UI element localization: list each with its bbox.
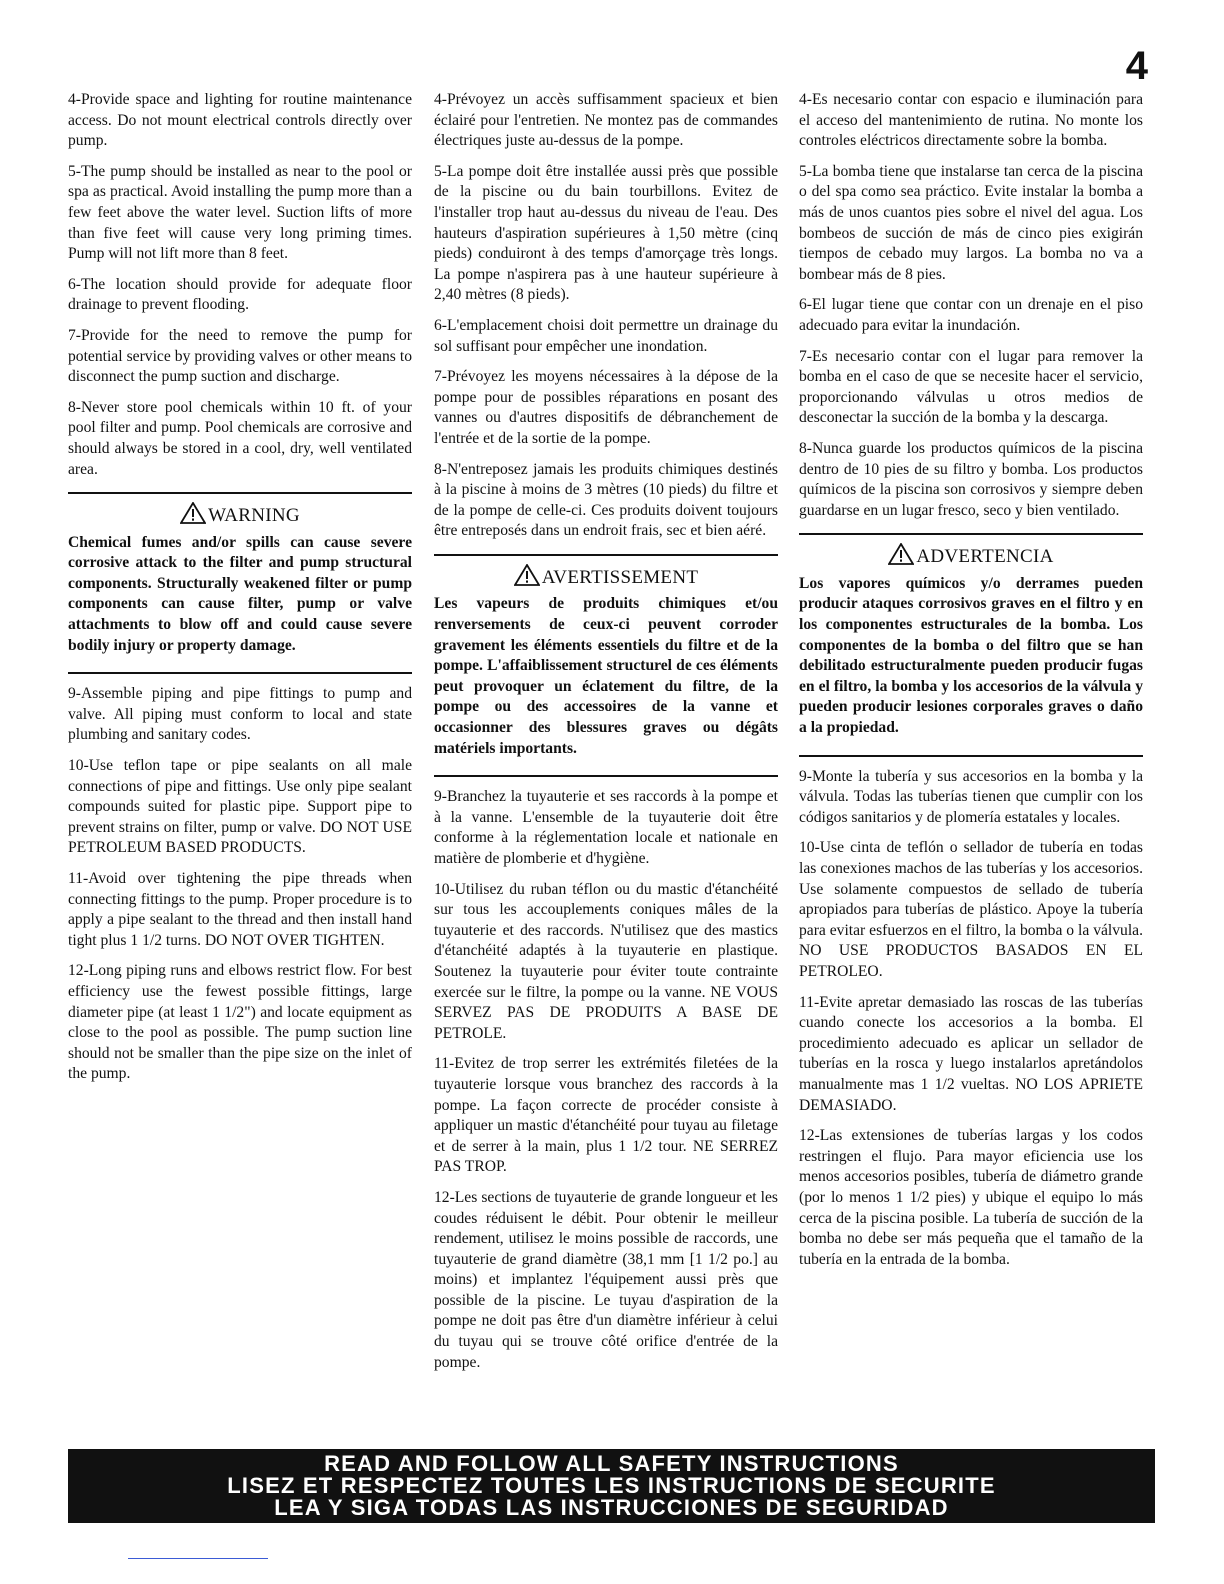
warning-box <box>434 554 778 777</box>
warning-text: Les vapeurs de produits chimiques et/ou renversements de ceux-ci peuvent corroder gravement les éléments essentiels du filtre et de la pompe. L'affaiblissement structurel de ces éléments peut provoquer un éclatement du filtre, de la pompe ou des accessoires de la vanne et occasionner des blessures graves ou dégâts matériels importants. <box>434 595 778 757</box>
warning-title: ADVERTENCIA <box>916 546 1054 568</box>
paragraph: 10-Utilisez du ruban téflon ou du mastic d'étanchéité sur tous les accouplements coniques mâles de la tuyauterie et des raccords. N'utilisez que des mastics d'étanchéité adaptés à la tuyauterie en plastique. Soutenez la tuyauterie pour éviter toute contrainte exercée sur le filtre, la pompe ou la vanne. NE VOUS SERVEZ PAS DE PRODUITS A BASE DE PETROLE. <box>434 880 778 1042</box>
paragraph: 11-Evite apretar demasiado las roscas de las tuberías cuando conecte los accesorios a la bomba. El procedimiento adecuado es aplicar un sellador de tuberías en la rosca y luego instalarlos apretándolos manualmente mas 1 1/2 vueltas. NO LOS APRIETE DEMASIADO. <box>799 993 1143 1114</box>
paragraph: 6-L'emplacement choisi doit permettre un drainage du sol suffisant pour empêcher une inondation. <box>434 316 778 355</box>
paragraph: 9-Assemble piping and pipe fittings to pump and valve. All piping must conform to local and state plumbing and sanitary codes. <box>68 685 412 744</box>
warning-box <box>799 533 1143 756</box>
paragraph: 4-Es necesario contar con espacio e iluminación para el acceso del mantenimiento de rutina. No monte los controles eléctricos directamente sobre la bomba. <box>799 91 1143 150</box>
column-spanish <box>799 90 1143 1280</box>
paragraph: 8-Nunca guarde los productos químicos de la piscina dentro de 10 pies de su filtro y bomba. Los productos químicos de la piscina son corrosivos y siempre deben guardarse en un lugar fresco, seco y bien ventilado. <box>799 439 1143 519</box>
column-french <box>434 90 778 1383</box>
paragraph: 11-Avoid over tightening the pipe threads when connecting fittings to the pump. Proper procedure is to apply a pipe sealant to the thread and then install hand tight plus 1 1/2 turns. DO NOT OVER TIGHTEN. <box>68 870 412 949</box>
warning-heading <box>799 543 1143 568</box>
paragraph: 10-Use teflon tape or pipe sealants on all male connections of pipe and fittings. Use only pipe sealant compounds suited for plastic pipe. Support pipe to prevent strains on filter, pump or valve. DO NOT USE PETROLEUM BASED PRODUCTS. <box>68 757 412 857</box>
warning-title: AVERTISSEMENT <box>541 566 699 588</box>
paragraph: 7-Prévoyez les moyens nécessaires à la dépose de la pompe pour de possibles réparations en posant des vannes ou d'autres dispositifs de débranchement de l'entrée et de la sortie de la pompe. <box>434 368 778 447</box>
paragraph: 4-Prévoyez un accès suffisamment spacieux et bien éclairé pour l'entretien. Ne montez pas de commandes électriques juste au-dessus de la pompe. <box>434 91 778 150</box>
paragraph: 5-La bomba tiene que instalarse tan cerca de la piscina o del spa como sea práctico. Evite instalar la bomba a más de unos cuantos pies sobre el nivel del agua. Los bombeos de succión de más de cinco pies exigirán tiempos de cebado muy largos. La bomba no va a bombear más de 8 pies. <box>799 162 1143 283</box>
warning-heading <box>434 564 778 589</box>
banner-line-french: LISEZ ET RESPECTEZ TOUTES LES INSTRUCTIONS DE SECURITE <box>227 1473 996 1498</box>
warning-icon <box>888 543 914 565</box>
paragraph: 9-Monte la tubería y sus accesorios en la bomba y la válvula. Todas las tuberías tienen que cumplir con los códigos sanitarios y de plomería estatales y locales. <box>799 767 1143 826</box>
column-english <box>68 90 412 1095</box>
warning-icon <box>180 502 206 524</box>
paragraph: 4-Provide space and lighting for routine maintenance access. Do not mount electrical controls directly over pump. <box>68 91 412 150</box>
paragraph: 6-The location should provide for adequate floor drainage to prevent flooding. <box>68 275 412 314</box>
paragraph: 9-Branchez la tuyauterie et ses raccords à la pompe et à la vanne. L'ensemble de la tuyauterie doit être conforme à la réglementation locale et nationale en matière de plomberie et d'hygiène. <box>434 788 778 867</box>
paragraph: 5-La pompe doit être installée aussi près que possible de la piscine ou du bain tourbillons. Evitez de l'installer trop haut au-dessus du niveau de l'eau. Des hauteurs d'aspiration supérieures à 1,50 mètre (cinq pieds) conduiront à des temps d'amorçage très longs. La pompe n'aspirera pas à une hauteur supérieure à 2,40 mètres (8 pieds). <box>434 162 778 304</box>
paragraph: 10-Use cinta de teflón o sellador de tubería en todas las conexiones machos de las tuberías y los accesorios. Use solamente compuestos de sellado de tubería apropiados para tuberías de plástico. Apoye la tubería para evitar esfuerzos en el filtro, la bomba o la válvula. NO USE PRODUCTOS BASADOS EN EL PETROLEO. <box>799 839 1143 980</box>
paragraph: 8-Never store pool chemicals within 10 ft. of your pool filter and pump. Pool chemicals are corrosive and should always be stored in a cool, dry, well ventilated area. <box>68 398 412 478</box>
footer-rule <box>128 1558 268 1559</box>
banner-line-spanish: LEA Y SIGA TODAS LAS INSTRUCCIONES DE SEGURIDAD <box>274 1495 949 1520</box>
safety-banner <box>68 1449 1155 1523</box>
warning-box <box>68 492 412 674</box>
warning-heading <box>68 502 412 527</box>
banner-line-english: READ AND FOLLOW ALL SAFETY INSTRUCTIONS <box>324 1451 899 1476</box>
warning-text: Los vapores químicos y/o derrames pueden producir ataques corrosivos graves en el filtro y en los componentes estructurales de la bomba. Los componentes de la bomba o del filtro que se han debilitado estructuralmente pueden producir fugas en el filtro, la bomba y los accesorios de la válvula y pueden producir lesiones corporales graves o daño a la propiedad. <box>799 574 1143 737</box>
warning-icon <box>514 564 540 586</box>
paragraph: 12-Long piping runs and elbows restrict flow. For best efficiency use the fewest possible fittings, large diameter pipe (at least 1 1/2") and locate equipment as close to the pool as possible. The pump suction line should not be smaller than the pipe size on the inlet of the pump. <box>68 962 412 1083</box>
paragraph: 6-El lugar tiene que contar con un drenaje en el piso adecuado para evitar la inundación. <box>799 296 1143 334</box>
paragraph: 7-Provide for the need to remove the pump for potential service by providing valves or other means to disconnect the pump suction and discharge. <box>68 326 412 386</box>
paragraph: 5-The pump should be installed as near to the pool or spa as practical. Avoid installing the pump more than a few feet above the water level. Suction lifts of more than five feet will cause very long priming times. Pump will not lift more than 8 feet. <box>68 162 412 263</box>
paragraph: 11-Evitez de trop serrer les extrémités filetées de la tuyauterie lorsque vous branchez des raccords à la pompe. La façon correcte de procéder consiste à appliquer un mastic d'étanchéité pour tuyau au filetage et de serrer à la main, plus 1 1/2 tour. NE SERREZ PAS TROP. <box>434 1055 778 1176</box>
warning-title: WARNING <box>208 505 300 527</box>
paragraph: 8-N'entreposez jamais les produits chimiques destinés à la piscine à moins de 3 mètres (10 pieds) du filtre et de la pompe de celle-ci. Ces produits doivent toujours être entreposés dans un endroit frais, sec et bien aéré. <box>434 460 778 540</box>
paragraph: 12-Les sections de tuyauterie de grande longueur et les coudes réduisent le débit. Pour obtenir le meilleur rendement, utilisez le moins possible de raccords, une tuyauterie de grand diamètre (38,1 mm [1 1/2 po.] au moins) et implantez l'équipement aussi près que possible de la piscine. Le tuyau d'aspiration de la pompe ne doit pas être d'un diamètre inférieur à celui du tuyau qui se trouve côté orifice d'entrée de la pompe. <box>434 1188 778 1371</box>
paragraph: 7-Es necesario contar con el lugar para remover la bomba en el caso de que se necesite hacer el servicio, proporcionando válvulas u otros medios de desconectar la succión de la bomba y la descarga. <box>799 347 1143 427</box>
paragraph: 12-Las extensiones de tuberías largas y los codos restringen el flujo. Para mayor eficiencia use los menos accesorios posibles, tubería de diámetro grande (por lo menos 1 1/2 pies) y ubique el equipo lo más cerca de la piscina posible. La tubería de succión de la bomba no debe ser más pequeña que el tamaño de la tubería en la entrada de la bomba. <box>799 1127 1143 1268</box>
page-number: 4 <box>1125 44 1148 88</box>
warning-text: Chemical fumes and/or spills can cause severe corrosive attack to the filter and pump structural components. Structurally weakened filter or pump components can cause filter, pump or valve attachments to blow off and could cause severe bodily injury or property damage. <box>68 533 412 654</box>
